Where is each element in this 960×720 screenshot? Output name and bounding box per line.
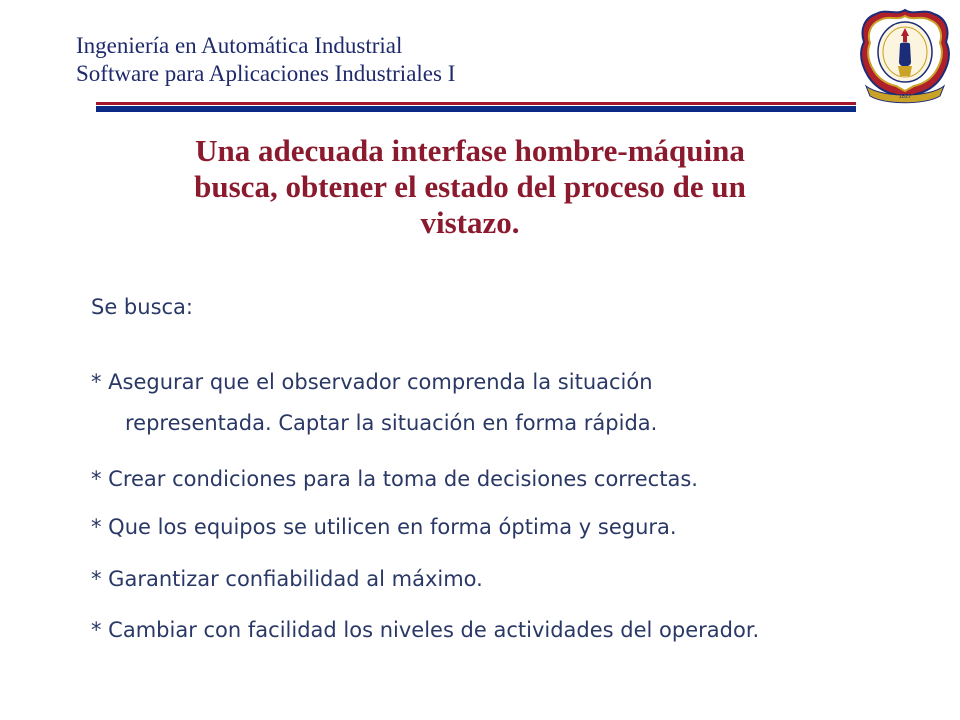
bullet-item-continuation: representada. Captar la situación en forma rápida. — [125, 411, 658, 435]
course-subject-title: Software para Aplicaciones Industriales I — [76, 61, 456, 86]
bullet-item: * Garantizar confiabilidad al máximo. — [91, 567, 483, 591]
course-program-title: Ingeniería en Automática Industrial — [76, 33, 403, 58]
bullet-item: * Asegurar que el observador comprenda la situación — [91, 370, 653, 394]
slide-title-line: Una adecuada interfase hombre-máquina — [195, 133, 745, 168]
header-rule-blue — [96, 106, 856, 112]
bullet-item: * Cambiar con facilidad los niveles de actividades del operador. — [91, 618, 760, 642]
bullet-item: * Crear condiciones para la toma de decisiones correctas. — [91, 467, 698, 491]
seal-year: 1827 — [898, 94, 912, 100]
header-rule-red — [96, 102, 856, 105]
bullet-item: * Que los equipos se utilicen en forma óptima y segura. — [91, 515, 677, 539]
university-seal-icon — [856, 6, 954, 106]
slide-title-line: vistazo. — [420, 205, 520, 240]
slide-title — [100, 133, 840, 241]
slide-title-line: busca, obtener el estado del proceso de un — [194, 169, 746, 204]
intro-label: Se busca: — [91, 295, 193, 319]
